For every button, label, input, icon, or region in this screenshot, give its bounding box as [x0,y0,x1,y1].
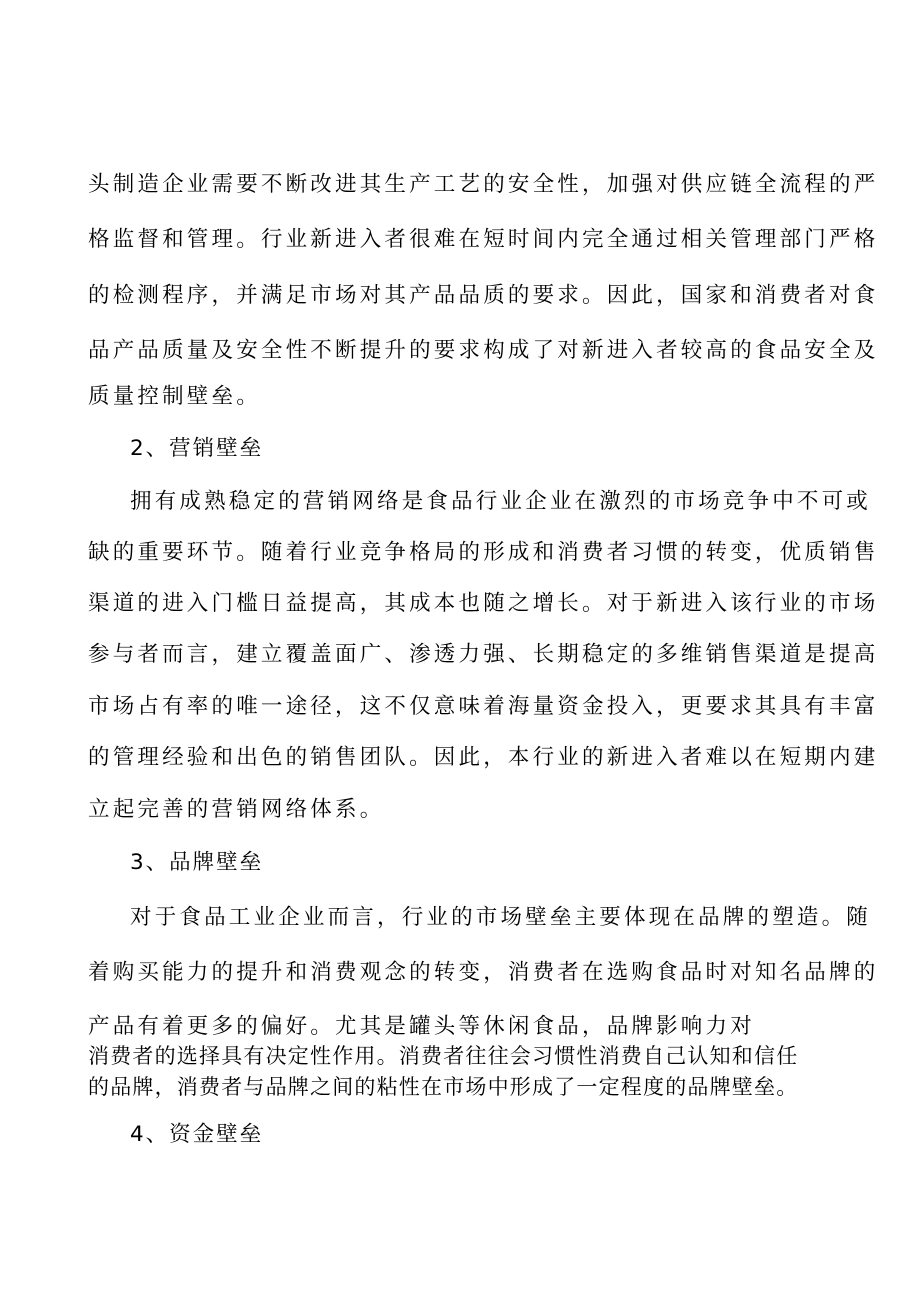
text-line: 渠道的进入门槛日益提高，其成本也随之增长。对于新进入该行业的市场 [88,591,879,616]
section-heading-capital: 4、资金壁垒 [130,1122,264,1147]
text-line: 的品牌，消费者与品牌之间的粘性在市场中形成了一定程度的品牌壁垒。 [88,1075,799,1099]
text-line: 品产品质量及安全性不断提升的要求构成了对新进入者较高的食品安全及 [88,338,879,363]
text-line: 参与者而言，建立覆盖面广、渗透力强、长期稳定的多维销售渠道是提高 [88,642,879,667]
text-line: 格监督和管理。行业新进入者很难在短时间内完全通过相关管理部门严格 [88,227,879,252]
text-line: 缺的重要环节。随着行业竞争格局的形成和消费者习惯的转变，优质销售 [88,540,879,565]
text-line: 产品有着更多的偏好。尤其是罐头等休闲食品，品牌影响力对 [88,1014,755,1039]
text-line: 头制造企业需要不断改进其生产工艺的安全性，加强对供应链全流程的严 [88,172,879,197]
text-line: 消费者的选择具有决定性作用。消费者往往会习惯性消费自己认知和信任 [88,1044,799,1068]
text-line: 的管理经验和出色的销售团队。因此，本行业的新进入者难以在短期内建 [88,745,879,770]
text-line: 立起完善的营销网络体系。 [88,797,385,822]
text-line: 市场占有率的唯一途径，这不仅意味着海量资金投入，更要求其具有丰富 [88,694,879,719]
text-line: 质量控制壁垒。 [88,384,261,409]
text-line: 拥有成熟稳定的营销网络是食品行业企业在激烈的市场竞争中不可或 [130,489,872,514]
text-line: 的检测程序，并满足市场对其产品品质的要求。因此，国家和消费者对食 [88,283,879,308]
section-heading-marketing: 2、营销壁垒 [130,436,264,461]
text-line: 对于食品工业企业而言，行业的市场壁垒主要体现在品牌的塑造。随 [130,905,872,930]
text-line: 着购买能力的提升和消费观念的转变，消费者在选购食品时对知名品牌的 [88,960,879,985]
section-heading-brand: 3、品牌壁垒 [130,850,264,875]
